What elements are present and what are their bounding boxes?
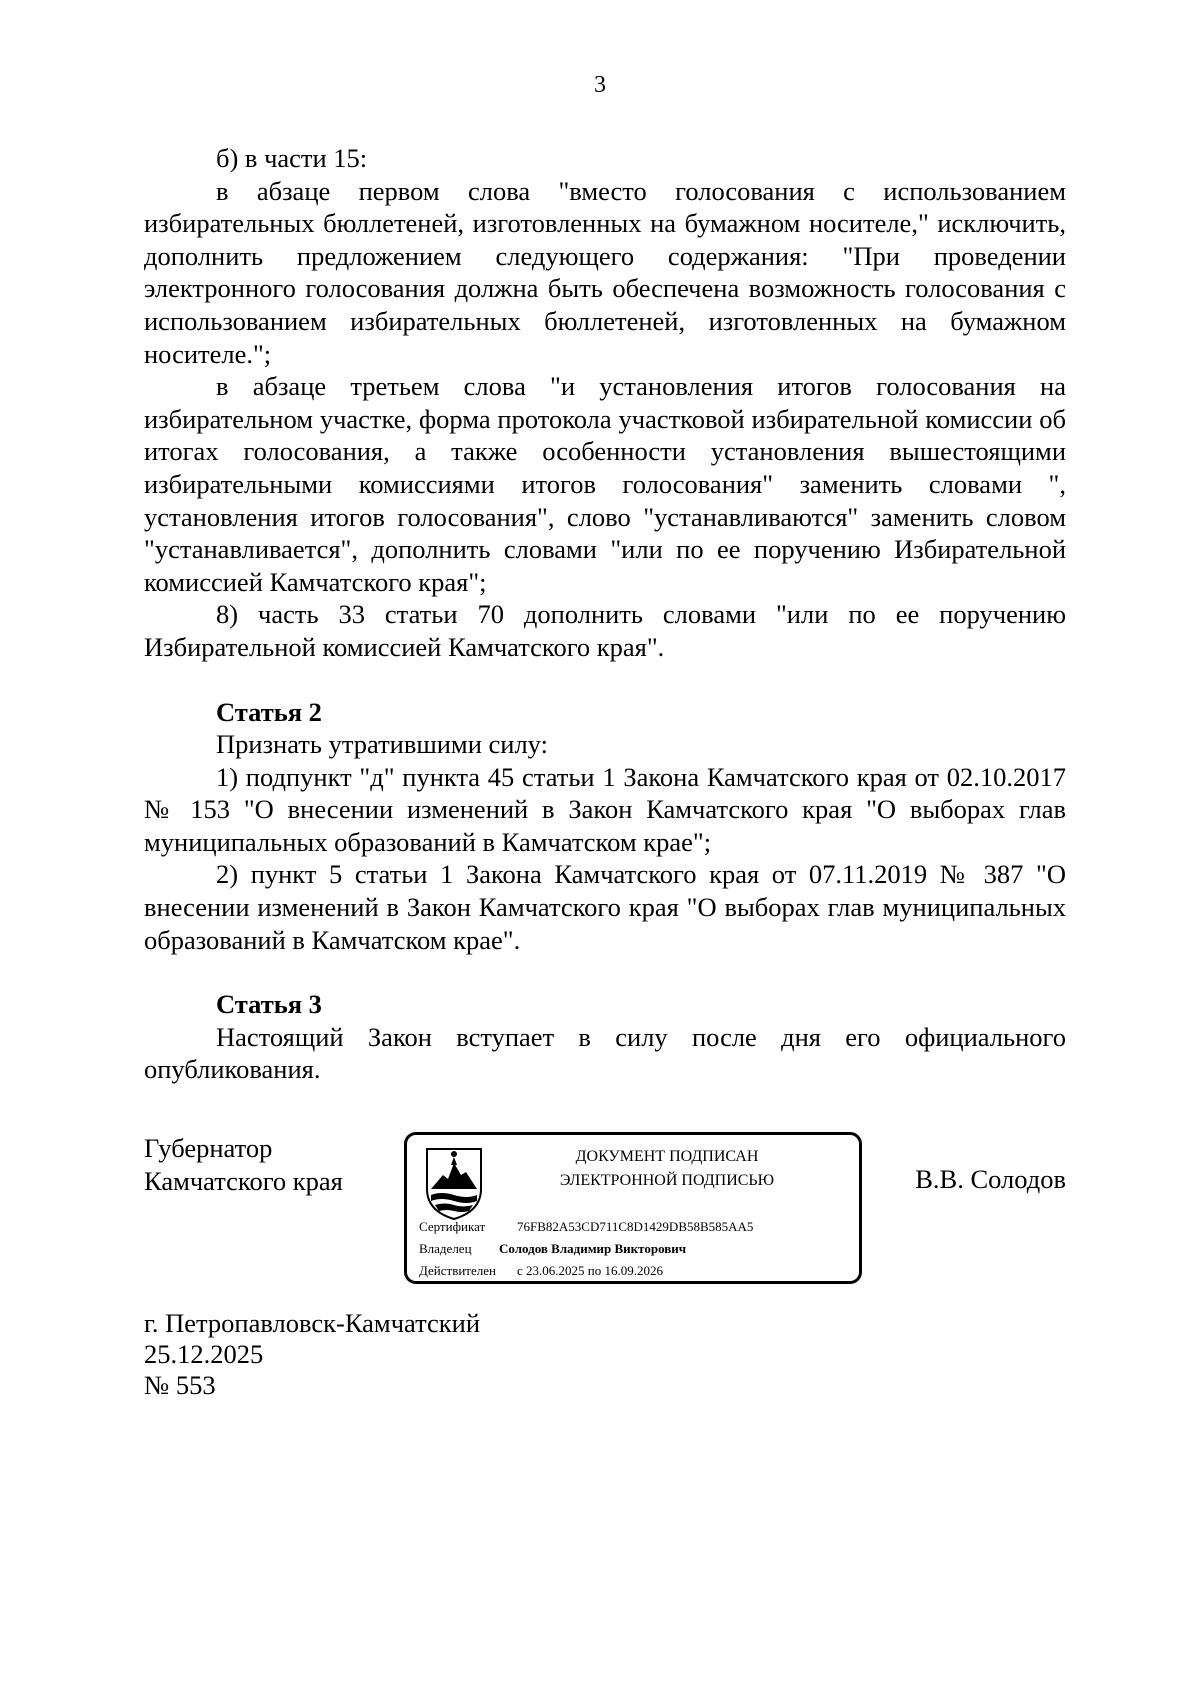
document-footer: [144, 1308, 480, 1401]
paragraph-third-abzac: в абзаце третьем слова "и установления итогов голосования на избирательном участке, форма протокола участковой избирательной комиссии об итогах голосования, а также особенности установления вышестоящими избирательными комиссиями итогов голосования" заменить словами ", установления итогов голосования", слово "устанавливаются" заменить словом "устанавливается", дополнить словами "или по ее поручению Избирательной комиссией Камчатского края";: [144, 371, 1066, 597]
page-number: 3: [594, 72, 606, 98]
stamp-owner: Владелец Солодов Владимир Викторович: [419, 1241, 687, 1256]
footer-date: 25.12.2025: [144, 1339, 264, 1369]
paragraph-first-abzac: в абзаце первом слова "вместо голосования с использованием избирательных бюллетеней, изготовленных на бумажном носителе," исключить, дополнить предложением следующего содержания: "При проведении электронного голосования должна быть обеспечена возможность голосования с использованием избирательных бюллетеней, изготовленных на бумажном носителе.";: [144, 175, 1066, 369]
stamp-validity: Действителен с 23.06.2025 по 16.09.2026: [419, 1263, 663, 1278]
paragraph-repeal-intro: Признать утратившими силу:: [216, 729, 548, 760]
paragraph-item-8: 8) часть 33 статьи 70 дополнить словами "или по ее поручению Избирательной комиссией Камчатского края".: [144, 599, 1066, 662]
stamp-title: ДОКУМЕНТ ПОДПИСАН ЭЛЕКТРОННОЙ ПОДПИСЬЮ: [559, 1148, 775, 1189]
document-body: [144, 142, 1066, 1086]
signature-block: [144, 1132, 1066, 1292]
signer-position: Губернатор Камчатского края: [144, 1133, 343, 1196]
paragraph-entry-into-force: Настоящий Закон вступает в силу после дня его официального опубликования.: [144, 1021, 1066, 1085]
paragraph-repeal-1: 1) подпункт "д" пункта 45 статьи 1 Закона Камчатского края от 02.10.2017 № 153 "О внесении изменений в Закон Камчатского края "О выборах глав муниципальных образований в Камчатском крае";: [144, 761, 1066, 857]
article-2-heading: Статья 2: [216, 696, 322, 727]
paragraph-b-part-15: б) в части 15:: [216, 143, 368, 173]
electronic-signature-stamp: [404, 1132, 862, 1284]
kamchatka-coat-of-arms-icon: [421, 1145, 487, 1221]
signer-name: В.В. Солодов: [915, 1164, 1066, 1194]
stamp-certificate: Сертификат 76FB82A53CD711C8D1429DB58B585AA5: [419, 1219, 754, 1234]
footer-number: № 553: [144, 1370, 216, 1400]
paragraph-repeal-2: 2) пункт 5 статьи 1 Закона Камчатского края от 07.11.2019 № 387 "О внесении изменений в Закон Камчатского края "О выборах глав муниципальных образований в Камчатском крае".: [144, 859, 1066, 955]
footer-city: г. Петропавловск-Камчатский: [144, 1308, 480, 1338]
article-3-heading: Статья 3: [216, 989, 322, 1020]
